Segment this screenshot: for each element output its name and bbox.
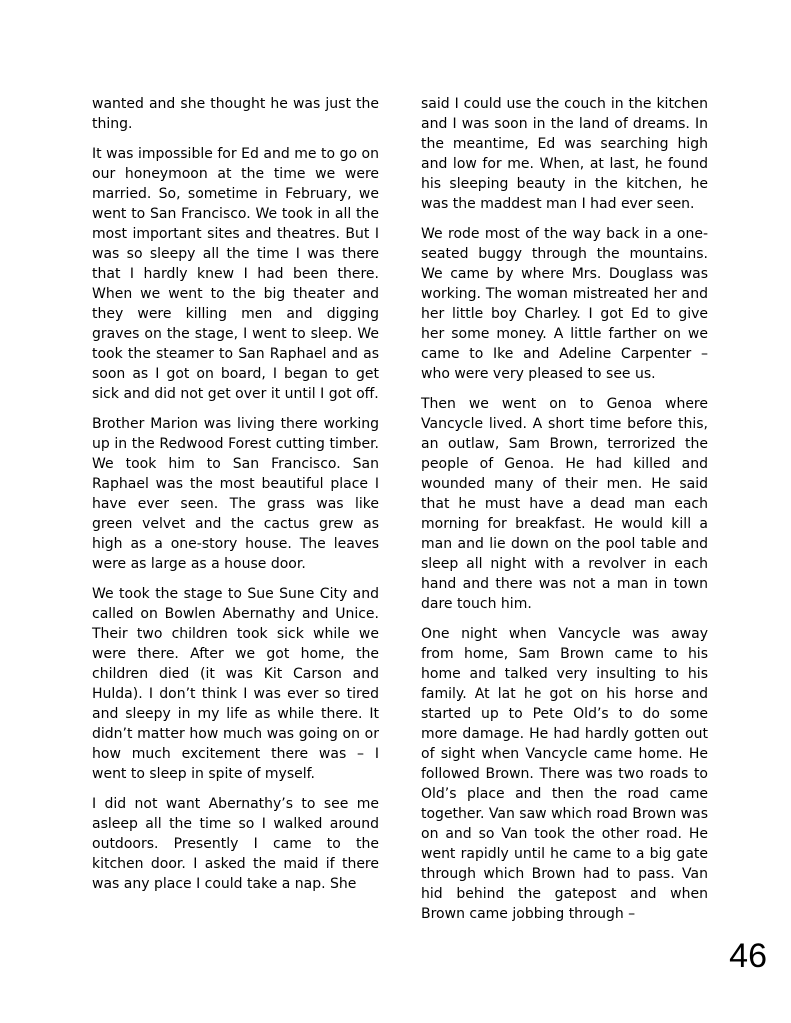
paragraph: Brother Marion was living there working up in the Redwood Forest cutting timber. We took him to San Francisco. San Raphael was the most beautiful place I have ever seen. The grass was like green velvet and the cactus grew as high as a one-story house. The leaves were as large as a house door. — [92, 416, 379, 572]
paragraph: wanted and she thought he was just the thing. — [92, 96, 379, 132]
paragraph: Then we went on to Genoa where Vancycle lived. A short time before this, an outlaw, Sam Brown, terrorized the people of Genoa. He had killed and wounded many of their men. He said that he must have a dead man each morning for breakfast. He would kill a man and lie down on the pool table and sleep all night with a revolver in each hand and there was not a man in town dare touch him. — [421, 396, 708, 612]
paragraph: It was impossible for Ed and me to go on our honeymoon at the time we were married. So, sometime in February, we went to San Francisco. We took in all the most important sites and theatres. But I was so sleepy all the time I was there that I hardly knew I had been there. When we went to the big theater and they were killing men and digging graves on the stage, I went to sleep. We took the steamer to San Raphael and as soon as I got on board, I began to get sick and did not get over it until I got off. — [92, 146, 379, 402]
page-number: 46 — [729, 937, 767, 975]
paragraph: said I could use the couch in the kitchen and I was soon in the land of dreams. In the meantime, Ed was searching high and low for me. When, at last, he found his sleeping beauty in the kitchen, he was the maddest man I had ever seen. — [421, 96, 708, 212]
paragraph: I did not want Abernathy’s to see me asleep all the time so I walked around outdoors. Presently I came to the kitchen door. I asked the maid if there was any place I could take a nap. She — [92, 796, 379, 892]
paragraph: One night when Vancycle was away from home, Sam Brown came to his home and talked very insulting to his family. At lat he got on his horse and started up to Pete Old’s to do some more damage. He had hardly gotten out of sight when Vancycle came home. He followed Brown. There was two roads to Old’s place and then the road came together. Van saw which road Brown was on and so Van took the other road. He went rapidly until he came to a big gate through which Brown had to pass. Van hid behind the gatepost and when Brown came jobbing through – — [421, 626, 708, 922]
text-columns — [92, 94, 707, 924]
paragraph: We took the stage to Sue Sune City and called on Bowlen Abernathy and Unice. Their two children took sick while we were there. After we got home, the children died (it was Kit Carson and Hulda). I don’t think I was ever so tired and sleepy in my life as while there. It didn’t matter how much was going on or how much excitement there was – I went to sleep in spite of myself. — [92, 586, 379, 782]
left-column — [92, 94, 379, 924]
paragraph: We rode most of the way back in a one-seated buggy through the mountains. We came by where Mrs. Douglass was working. The woman mistreated her and her little boy Charley. I got Ed to give her some money. A little farther on we came to Ike and Adeline Carpenter – who were very pleased to see us. — [421, 226, 708, 382]
right-column — [421, 94, 708, 924]
